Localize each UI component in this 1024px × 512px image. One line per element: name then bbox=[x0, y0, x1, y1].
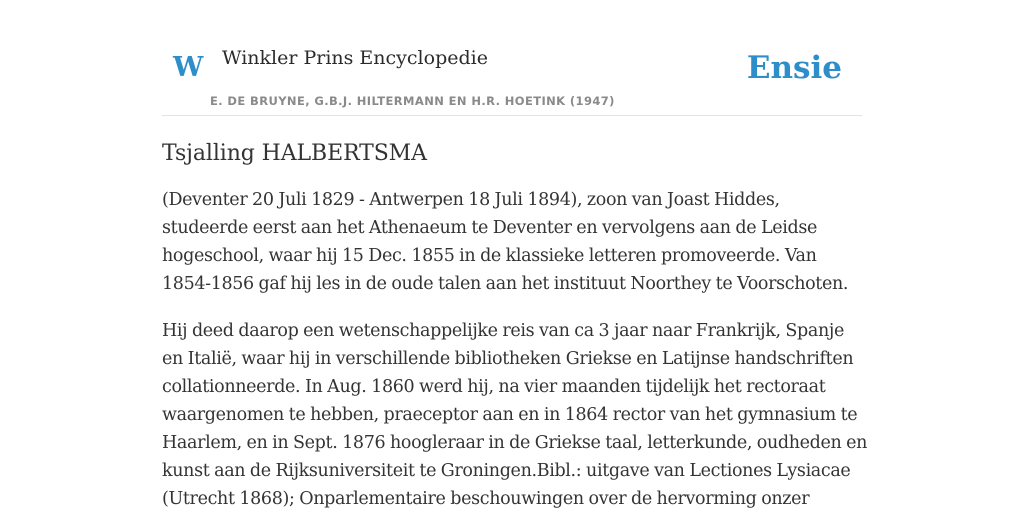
article-paragraph: Hij deed daarop een wetenschappelijke reis van ca 3 jaar naar Frankrijk, Spanje en Italië, waar hij in verschillende bibliotheken Griekse en Latijnse handschriften collationneerde. In Aug. 1860 werd hij, na vier maanden tijdelijk het rectoraat waargenomen te hebben, praeceptor aan en in 1864 rector van het gymnasium te Haarlem, en in Sept. 1876 hoogleraar in de Griekse taal, letterkunde, oudheden en kunst aan de Rijksuniversiteit te Groningen.Bibl.: uitgave van Lectiones Lysiacae (Utrecht 1868); Onparlementaire beschouwingen over de hervorming onzer bbox=[162, 321, 868, 509]
article-body bbox=[162, 186, 868, 512]
article bbox=[162, 137, 868, 512]
site-authors: E. DE BRUYNE, G.B.J. HILTERMANN EN H.R. HOETINK (1947) bbox=[210, 94, 615, 108]
site-title: Winkler Prins Encyclopedie bbox=[222, 47, 488, 69]
winkler-prins-logo[interactable]: W bbox=[173, 52, 204, 83]
page-title: Tsjalling HALBERTSMA bbox=[162, 141, 427, 166]
site-header bbox=[162, 40, 862, 116]
ensie-brand-link[interactable]: Ensie bbox=[746, 50, 842, 86]
article-paragraph: (Deventer 20 Juli 1829 - Antwerpen 18 Juli 1894), zoon van Joast Hiddes, studeerde eerst aan het Athenaeum te Deventer en vervolgens aan de Leidse hogeschool, waar hij 15 Dec. 1855 in de klassieke letteren promoveerde. Van 1854-1856 gaf hij les in de oude talen aan het instituut Noorthey te Voorschoten. bbox=[162, 190, 849, 294]
